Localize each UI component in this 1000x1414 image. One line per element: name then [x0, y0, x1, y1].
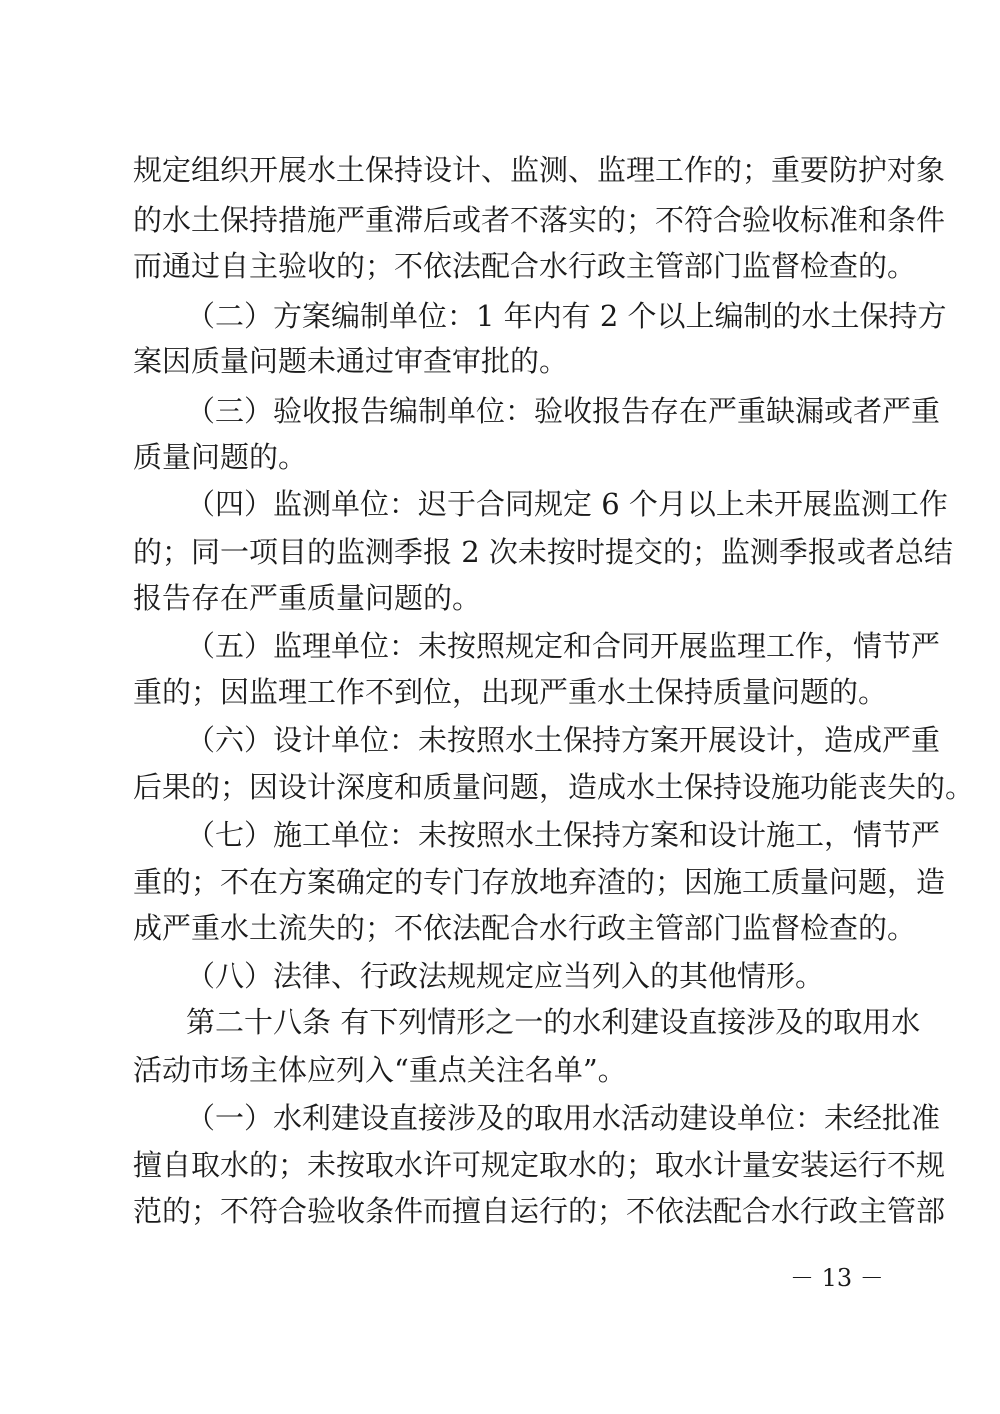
text-line: 的；同一项目的监测季报 2 次未按时提交的；监测季报或者总结 — [133, 535, 953, 569]
text-line: 重的；因监理工作不到位，出现严重水土保持质量问题的。 — [133, 675, 888, 709]
text-line: 范的；不符合验收条件而擅自运行的；不依法配合水行政主管部 — [133, 1194, 946, 1228]
text-line: （一）水利建设直接涉及的取用水活动建设单位：未经批准 — [186, 1101, 941, 1135]
text-line: 后果的；因设计深度和质量问题，造成水土保持设施功能丧失的。 — [133, 770, 975, 804]
text-line: 而通过自主验收的；不依法配合水行政主管部门监督检查的。 — [133, 249, 917, 283]
page-number: － 13 － — [790, 1264, 884, 1292]
text-line: （二）方案编制单位：1 年内有 2 个以上编制的水土保持方 — [186, 299, 947, 333]
text-line: （三）验收报告编制单位：验收报告存在严重缺漏或者严重 — [186, 394, 941, 428]
text-line: （八）法律、行政法规规定应当列入的其他情形。 — [186, 959, 825, 993]
text-line: 规定组织开展水土保持设计、监测、监理工作的；重要防护对象 — [133, 153, 946, 187]
text-line: 成严重水土流失的；不依法配合水行政主管部门监督检查的。 — [133, 911, 917, 945]
text-line: 案因质量问题未通过审查审批的。 — [133, 344, 569, 378]
text-line: 重的；不在方案确定的专门存放地弃渣的；因施工质量问题，造 — [133, 865, 946, 899]
text-line: 报告存在严重质量问题的。 — [133, 581, 482, 615]
text-line: 第二十八条 有下列情形之一的水利建设直接涉及的取用水 — [186, 1005, 921, 1039]
text-line: 活动市场主体应列入“重点关注名单”。 — [133, 1053, 627, 1087]
text-line: 质量问题的。 — [133, 440, 308, 474]
text-line: （七）施工单位：未按照水土保持方案和设计施工，情节严 — [186, 818, 941, 852]
text-line: （六）设计单位：未按照水土保持方案开展设计，造成严重 — [186, 723, 941, 757]
text-line: 擅自取水的；未按取水许可规定取水的；取水计量安装运行不规 — [133, 1148, 946, 1182]
text-line: （四）监测单位：迟于合同规定 6 个月以上未开展监测工作 — [186, 487, 948, 521]
text-line: （五）监理单位：未按照规定和合同开展监理工作，情节严 — [186, 629, 941, 663]
text-line: 的水土保持措施严重滞后或者不落实的；不符合验收标准和条件 — [133, 203, 946, 237]
